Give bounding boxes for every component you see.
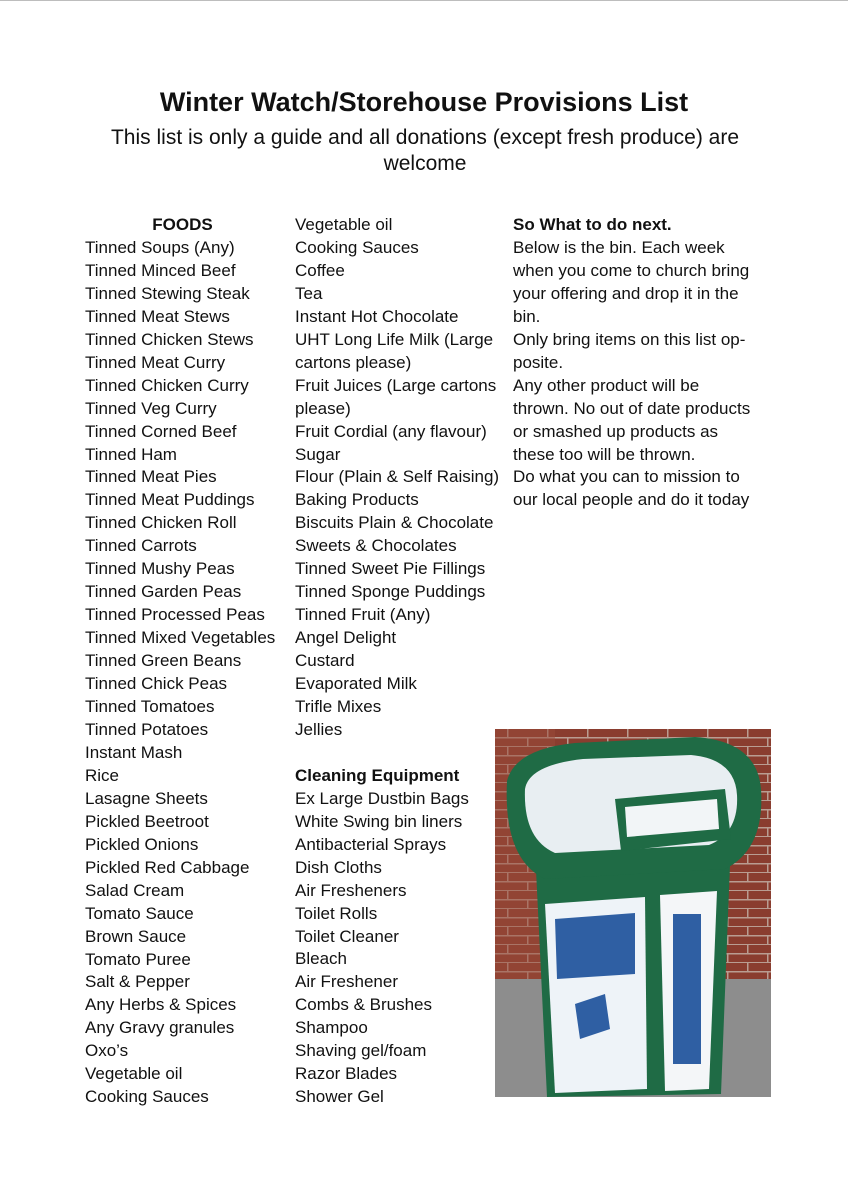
cleaning-item: Toilet Cleaner <box>295 926 399 946</box>
next-steps-line: Below is the bin. Each week <box>513 237 725 257</box>
food-item: Tinned Meat Puddings <box>85 490 255 510</box>
next-steps-line: Any other product will be <box>513 375 700 395</box>
foods-continued-list <box>295 214 505 742</box>
food-item: Tomato Sauce <box>85 903 194 923</box>
next-steps-line: when you come to church bring <box>513 260 750 280</box>
page-title: Winter Watch/Storehouse Provisions List <box>159 87 689 117</box>
food-item: Coffee <box>295 260 345 280</box>
cleaning-item: Shower Gel <box>295 1087 384 1107</box>
next-steps-line: Do what you can to mission to <box>513 467 740 487</box>
foods-column <box>85 214 285 1109</box>
food-item: Salad Cream <box>85 880 185 900</box>
food-item: Tinned Corned Beef <box>85 421 237 441</box>
cleaning-heading: Cleaning Equipment <box>295 765 460 785</box>
food-item: Oxo’s <box>85 1041 129 1061</box>
food-item: Tea <box>295 283 323 303</box>
next-steps-line: thrown. No out of date products <box>513 398 751 418</box>
food-item: Salt & Pepper <box>85 972 190 992</box>
food-item: Sweets & Chocolates <box>295 536 457 556</box>
bin-label-banner <box>555 913 635 979</box>
bin-label-stripe <box>673 914 701 1064</box>
food-item: Tinned Mushy Peas <box>85 559 235 579</box>
food-item: Tinned Carrots <box>85 536 197 556</box>
food-item: UHT Long Life Milk (Large <box>295 329 494 349</box>
donation-bin-photo <box>495 729 771 1097</box>
food-item: Tinned Minced Beef <box>85 260 236 280</box>
food-item: Fruit Cordial (any flavour) <box>295 421 487 441</box>
food-item: Biscuits Plain & Chocolate <box>295 513 494 533</box>
donation-bin-illustration <box>495 729 771 1097</box>
food-item: Tinned Meat Stews <box>85 306 230 326</box>
next-steps-line: or smashed up products as <box>513 421 719 441</box>
food-item: Pickled Onions <box>85 834 199 854</box>
food-item: Tinned Chick Peas <box>85 674 228 694</box>
food-item: Brown Sauce <box>85 926 187 946</box>
food-item: Vegetable oil <box>295 215 393 234</box>
foods-continued-column <box>295 214 505 1109</box>
food-item: Trifle Mixes <box>295 697 382 717</box>
food-item: Sugar <box>295 444 341 464</box>
food-item: Baking Products <box>295 490 419 510</box>
cleaning-item: White Swing bin liners <box>295 811 463 831</box>
food-item: Tinned Chicken Stews <box>85 329 254 349</box>
food-item: Tinned Soups (Any) <box>85 237 235 257</box>
food-item: Instant Hot Chocolate <box>295 306 459 326</box>
next-steps-text <box>513 237 753 512</box>
food-item: Rice <box>85 765 120 785</box>
cleaning-item: Shampoo <box>295 1018 368 1038</box>
cleaning-list <box>295 788 505 1109</box>
food-item: Tinned Chicken Curry <box>85 375 249 395</box>
food-item: Tinned Veg Curry <box>85 398 217 418</box>
next-steps-line: Only bring items on this list op- <box>513 329 746 349</box>
cleaning-item: Air Freshener <box>295 972 398 992</box>
food-item: Tinned Meat Pies <box>85 467 217 487</box>
food-item: Tinned Tomatoes <box>85 697 215 717</box>
cleaning-item: Dish Cloths <box>295 857 382 877</box>
food-item: Tinned Potatoes <box>85 719 209 739</box>
cleaning-item: Combs & Brushes <box>295 995 432 1015</box>
column-gap <box>295 742 505 765</box>
food-item: Tinned Stewing Steak <box>85 283 250 303</box>
top-rule <box>0 0 848 1</box>
food-item: Custard <box>295 651 355 671</box>
food-item: Tinned Green Beans <box>85 651 242 671</box>
food-item: Flour (Plain & Self Raising) <box>295 467 500 487</box>
food-item: Tinned Chicken Roll <box>85 513 237 533</box>
page-subtitle: This list is only a guide and all donations (except fresh produce) are welcome <box>110 126 739 175</box>
food-item: Fruit Juices (Large cartons <box>295 375 497 395</box>
food-item: Angel Delight <box>295 628 397 648</box>
cleaning-item: Bleach <box>295 949 347 969</box>
cleaning-item: Toilet Rolls <box>295 903 378 923</box>
food-item: Tinned Sponge Puddings <box>295 582 486 602</box>
cleaning-item: Razor Blades <box>295 1064 398 1084</box>
food-item: please) <box>295 398 351 418</box>
food-item: Tomato Puree <box>85 949 191 969</box>
next-steps-heading: So What to do next. <box>513 215 672 234</box>
food-item: Cooking Sauces <box>295 237 419 257</box>
next-steps-line: these too will be thrown. <box>513 444 696 464</box>
food-item: Cooking Sauces <box>85 1087 209 1107</box>
food-item: Tinned Mixed Vegetables <box>85 628 276 648</box>
food-item: Lasagne Sheets <box>85 788 208 808</box>
cleaning-item: Air Fresheners <box>295 880 407 900</box>
cleaning-item: Shaving gel/foam <box>295 1041 427 1061</box>
next-steps-line: bin. <box>513 306 541 326</box>
next-steps-column <box>513 214 753 512</box>
foods-heading: FOODS <box>152 215 213 234</box>
next-steps-line: posite. <box>513 352 564 372</box>
food-item: Vegetable oil <box>85 1064 183 1084</box>
food-item: Tinned Meat Curry <box>85 352 226 372</box>
food-item: Any Gravy granules <box>85 1018 235 1038</box>
food-item: Tinned Ham <box>85 444 177 464</box>
cleaning-item: Ex Large Dustbin Bags <box>295 788 469 808</box>
food-item: Tinned Sweet Pie Fillings <box>295 559 486 579</box>
cleaning-item: Antibacterial Sprays <box>295 834 447 854</box>
food-item: Tinned Garden Peas <box>85 582 242 602</box>
food-item: cartons please) <box>295 352 412 372</box>
food-item: Jellies <box>295 719 343 739</box>
food-item: Any Herbs & Spices <box>85 995 237 1015</box>
food-item: Tinned Processed Peas <box>85 605 265 625</box>
foods-list <box>85 237 285 1109</box>
next-steps-line: your offering and drop it in the <box>513 283 739 303</box>
food-item: Instant Mash <box>85 742 183 762</box>
food-item: Tinned Fruit (Any) <box>295 605 431 625</box>
food-item: Pickled Red Cabbage <box>85 857 250 877</box>
food-item: Evaporated Milk <box>295 674 417 694</box>
food-item: Pickled Beetroot <box>85 811 209 831</box>
next-steps-line: our local people and do it today <box>513 490 750 510</box>
